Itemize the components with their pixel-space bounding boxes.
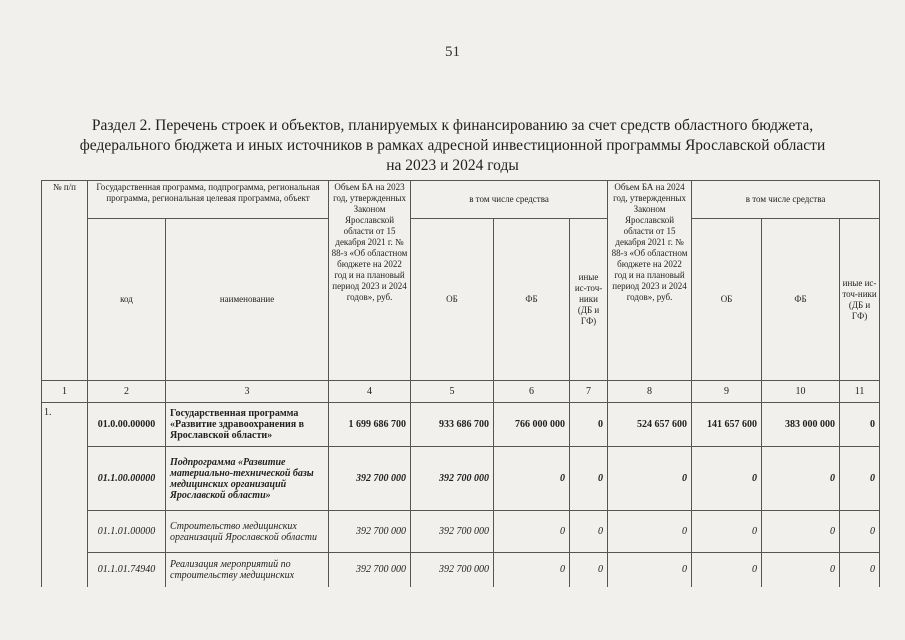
header-volume-2024: Объем БА на 2024 год, утвержденных Законом Ярославской области от 15 декабря 2021 г. № 88-з «Об областном бюджете на 2022 год и на плановый период 2023 и 2024 годов», руб. xyxy=(608,181,692,381)
header-program-group: Государственная программа, подпрограмма, региональная программа, региональная целевая программа, объект xyxy=(88,181,329,219)
col-number: 4 xyxy=(329,381,411,403)
row-volume-2023: 392 700 000 xyxy=(329,553,411,587)
row-ob-2024: 0 xyxy=(692,447,762,511)
table-row xyxy=(42,447,880,511)
row-ob-2024: 0 xyxy=(692,511,762,553)
header-incl-2023: в том числе средства xyxy=(411,181,608,219)
row-name: Государственная программа «Развитие здравоохранения в Ярославской области» xyxy=(166,403,329,447)
row-ob-2023: 392 700 000 xyxy=(411,511,494,553)
row-other-2023: 0 xyxy=(570,511,608,553)
col-number: 5 xyxy=(411,381,494,403)
table-row xyxy=(42,511,880,553)
header-num: № п/п xyxy=(42,181,88,381)
row-fb-2023: 0 xyxy=(494,447,570,511)
header-other-2024: иные ис-точ-ники (ДБ и ГФ) xyxy=(840,219,880,381)
row-name: Строительство медицинских организаций Ярославской области xyxy=(166,511,329,553)
row-volume-2024: 0 xyxy=(608,511,692,553)
header-incl-2024: в том числе средства xyxy=(692,181,880,219)
row-other-2023: 0 xyxy=(570,447,608,511)
row-other-2023: 0 xyxy=(570,403,608,447)
col-number: 11 xyxy=(840,381,880,403)
col-number: 1 xyxy=(42,381,88,403)
header-row-1 xyxy=(42,181,880,219)
title-line-1: Раздел 2. Перечень строек и объектов, планируемых к финансированию за счет средств областного бюджета, xyxy=(91,117,814,134)
row-fb-2024: 383 000 000 xyxy=(762,403,840,447)
col-number: 10 xyxy=(762,381,840,403)
row-fb-2024: 0 xyxy=(762,447,840,511)
row-ob-2023: 392 700 000 xyxy=(411,553,494,587)
table-row xyxy=(42,553,880,587)
row-other-2024: 0 xyxy=(840,511,880,553)
row-other-2023: 0 xyxy=(570,553,608,587)
row-volume-2023: 1 699 686 700 xyxy=(329,403,411,447)
col-number: 3 xyxy=(166,381,329,403)
row-ob-2024: 0 xyxy=(692,553,762,587)
row-fb-2024: 0 xyxy=(762,511,840,553)
row-volume-2024: 0 xyxy=(608,447,692,511)
row-ob-2023: 933 686 700 xyxy=(411,403,494,447)
header-row-2 xyxy=(42,219,880,381)
row-other-2024: 0 xyxy=(840,553,880,587)
row-code: 01.1.00.00000 xyxy=(88,447,166,511)
col-number: 8 xyxy=(608,381,692,403)
investment-table xyxy=(41,180,880,587)
header-ob-2023: ОБ xyxy=(411,219,494,381)
header-volume-2023: Объем БА на 2023 год, утвержденных Законом Ярославской области от 15 декабря 2021 г. № 88-з «Об областном бюджете на 2022 год и на плановый период 2023 и 2024 годов», руб. xyxy=(329,181,411,381)
col-number: 7 xyxy=(570,381,608,403)
header-fb-2024: ФБ xyxy=(762,219,840,381)
row-name: Подпрограмма «Развитие материально-технической базы медицинских организаций Ярославской области» xyxy=(166,447,329,511)
page-number: 51 xyxy=(445,44,460,60)
row-ob-2023: 392 700 000 xyxy=(411,447,494,511)
title-line-2: федерального бюджета и иных источников в рамках адресной инвестиционной программы Ярославской области xyxy=(79,137,826,154)
table-row xyxy=(42,403,880,447)
row-other-2024: 0 xyxy=(840,447,880,511)
row-number: 1. xyxy=(42,403,88,587)
section-title xyxy=(0,116,905,176)
row-volume-2024: 0 xyxy=(608,553,692,587)
row-volume-2023: 392 700 000 xyxy=(329,447,411,511)
row-other-2024: 0 xyxy=(840,403,880,447)
header-ob-2024: ОБ xyxy=(692,219,762,381)
row-fb-2023: 0 xyxy=(494,553,570,587)
title-line-3: на 2023 и 2024 годы xyxy=(386,157,519,174)
row-fb-2023: 766 000 000 xyxy=(494,403,570,447)
row-volume-2023: 392 700 000 xyxy=(329,511,411,553)
row-code: 01.1.01.74940 xyxy=(88,553,166,587)
col-number: 9 xyxy=(692,381,762,403)
row-code: 01.0.00.00000 xyxy=(88,403,166,447)
row-fb-2023: 0 xyxy=(494,511,570,553)
header-other-2023: иные ис-точ-ники (ДБ и ГФ) xyxy=(570,219,608,381)
column-number-row xyxy=(42,381,880,403)
header-fb-2023: ФБ xyxy=(494,219,570,381)
row-volume-2024: 524 657 600 xyxy=(608,403,692,447)
header-name: наименование xyxy=(166,219,329,381)
row-code: 01.1.01.00000 xyxy=(88,511,166,553)
row-fb-2024: 0 xyxy=(762,553,840,587)
col-number: 2 xyxy=(88,381,166,403)
col-number: 6 xyxy=(494,381,570,403)
row-ob-2024: 141 657 600 xyxy=(692,403,762,447)
header-code: код xyxy=(88,219,166,381)
row-name: Реализация мероприятий по строительству медицинских xyxy=(166,553,329,587)
